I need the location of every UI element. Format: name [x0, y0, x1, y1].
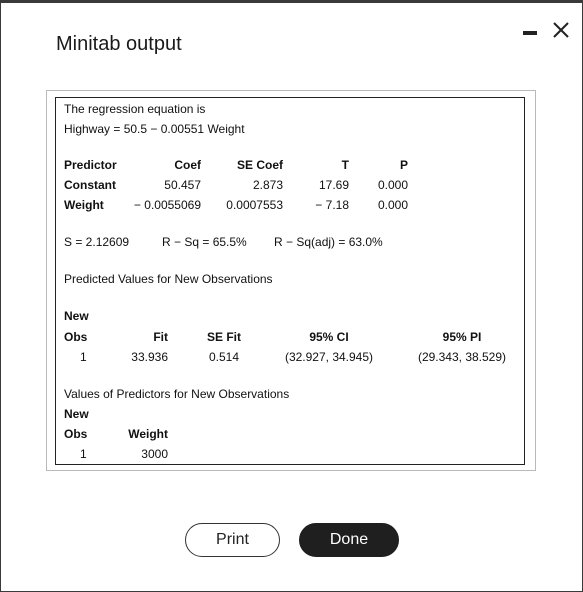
predicted-header-ci: 95% CI [309, 330, 349, 344]
coef-row-constant-predictor: Constant [64, 178, 116, 192]
coef-header-predictor: Predictor [64, 158, 117, 172]
predicted-row-se-fit: 0.514 [208, 350, 240, 364]
coef-row-constant-se: 2.873 [252, 178, 283, 192]
coef-row-weight-t: − 7.18 [315, 198, 349, 212]
stat-s: S = 2.12609 [64, 235, 130, 249]
equation-label: The regression equation is [64, 102, 206, 116]
coef-row-weight-p: 0.000 [377, 198, 408, 212]
output-panel [46, 90, 536, 471]
print-button[interactable]: Print [185, 523, 280, 557]
predicted-row-obs: 1 [80, 350, 87, 364]
predictors-header-weight: Weight [128, 427, 168, 441]
predictors-header-obs: Obs [64, 427, 88, 441]
predictors-row-obs: 1 [80, 447, 87, 461]
coef-row-constant-coef: 50.457 [164, 178, 201, 192]
predicted-header-fit: Fit [153, 330, 168, 344]
session-output [55, 97, 525, 465]
predicted-row-ci: (32.927, 34.945) [284, 350, 374, 364]
coef-header-p: P [399, 158, 408, 172]
regression-equation: Highway = 50.5 − 0.00551 Weight [64, 122, 245, 136]
predicted-header-obs: Obs [64, 330, 88, 344]
dialog-title: Minitab output [56, 33, 182, 55]
coef-row-weight-se: 0.0007553 [226, 198, 283, 212]
coef-row-weight-coef: − 0.0055069 [133, 198, 201, 212]
coef-header-t: T [341, 158, 349, 172]
predicted-row-pi: (29.343, 38.529) [417, 350, 507, 364]
coef-row-constant-t: 17.69 [318, 178, 349, 192]
coef-row-weight-predictor: Weight [64, 198, 104, 212]
predicted-header-new: New [64, 309, 89, 323]
predictors-row-weight: 3000 [141, 447, 168, 461]
close-icon[interactable] [550, 19, 572, 41]
predictors-header-new: New [64, 407, 89, 421]
predicted-values-title: Predicted Values for New Observations [64, 272, 273, 286]
done-button[interactable]: Done [299, 523, 399, 557]
predicted-header-pi: 95% PI [442, 330, 482, 344]
predicted-row-fit: 33.936 [131, 350, 168, 364]
coef-row-constant-p: 0.000 [377, 178, 408, 192]
coef-header-coef: Coef [174, 158, 201, 172]
predicted-header-se-fit: SE Fit [206, 330, 241, 344]
stat-rsq: R − Sq = 65.5% [162, 235, 247, 249]
coef-header-se-coef: SE Coef [236, 158, 283, 172]
predictors-values-title: Values of Predictors for New Observations [64, 387, 290, 401]
minimize-icon[interactable] [523, 31, 537, 35]
stat-rsq-adj: R − Sq(adj) = 63.0% [274, 235, 383, 249]
